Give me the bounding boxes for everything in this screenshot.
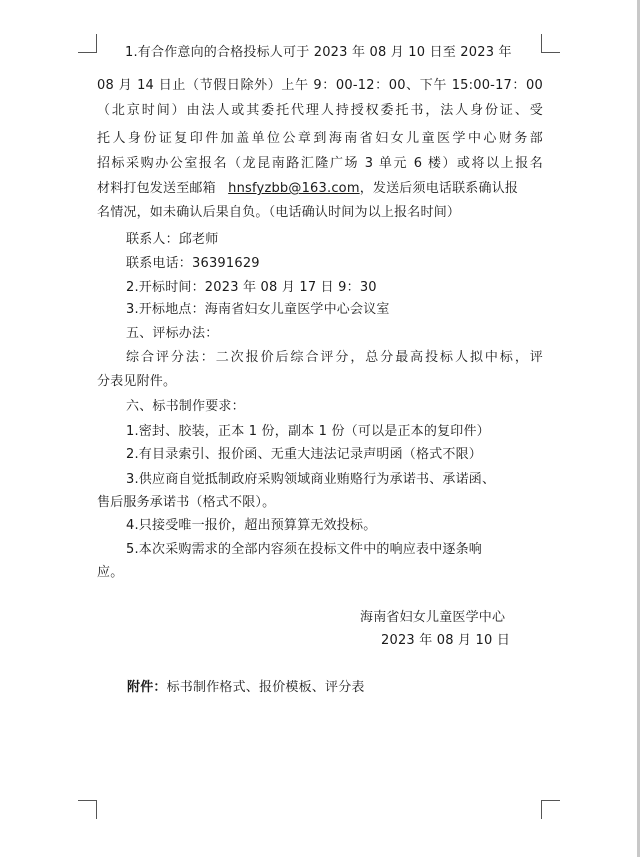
- requirement-item: 5.本次采购需求的全部内容须在投标文件中的响应表中逐条响: [126, 542, 483, 557]
- text-segment: ，发送后须电话联系确认报: [359, 181, 519, 196]
- signature-date: 2023 年 08 月 10 日: [381, 633, 511, 648]
- email-link[interactable]: hnsfyzbb@163.com: [228, 181, 360, 196]
- requirement-item: 1.密封、胶装，正本 1 份，副本 1 份（可以是正本的复印件）: [126, 424, 490, 439]
- section-heading-evaluation: 五、评标办法：: [126, 326, 219, 341]
- section-heading-requirements: 六、标书制作要求：: [126, 399, 245, 414]
- attachment-line: [127, 679, 365, 697]
- contact-person: 联系人：邱老师: [126, 232, 219, 247]
- text-segment: 材料打包发送至邮箱: [97, 181, 216, 196]
- contact-phone: 联系电话：36391629: [126, 256, 260, 271]
- text-line: 名情况，如未确认后果自负。（电话确认时间为以上报名时间）: [97, 205, 461, 220]
- attachment-list: 标书制作格式、报价模板、评分表: [166, 680, 365, 695]
- text-line: 08 月 14 日止（节假日除外）上午 9：00-12：00、下午 15:00-17：00: [97, 78, 543, 93]
- signature-organization: 海南省妇女儿童医学中心: [360, 610, 506, 625]
- requirement-item: 3.供应商自觉抵制政府采购领域商业贿赂行为承诺书、承诺函、: [126, 472, 496, 487]
- text-line: （北京时间）由法人或其委托代理人持授权委托书，法人身份证、受: [97, 103, 543, 118]
- text-line: 托人身份证复印件加盖单位公章到海南省妇女儿童医学中心财务部: [97, 131, 543, 146]
- text-line: 综合评分法：二次报价后综合评分，总分最高投标人拟中标，评: [126, 350, 543, 365]
- text-line: 应。: [97, 565, 124, 580]
- opening-location: 3.开标地点：海南省妇女儿童医学中心会议室: [126, 302, 390, 317]
- requirement-item: 4.只接受唯一报价，超出预算算无效投标。: [126, 518, 377, 533]
- text-line: [97, 180, 518, 198]
- margin-corner-top-left: [78, 34, 97, 53]
- text-line: 1.有合作意向的合格投标人可于 2023 年 08 月 10 日至 2023 年: [125, 45, 512, 60]
- margin-corner-bottom-left: [78, 800, 97, 819]
- requirement-item: 2.有目录索引、报价函、无重大违法记录声明函（格式不限）: [126, 447, 483, 462]
- text-line: 售后服务承诺书（格式不限）。: [97, 495, 276, 510]
- margin-corner-bottom-right: [541, 800, 560, 819]
- attachment-label: 附件：: [127, 680, 167, 695]
- margin-corner-top-right: [541, 34, 560, 53]
- opening-time: 2.开标时间：2023 年 08 月 17 日 9：30: [126, 280, 377, 295]
- text-line: 招标采购办公室报名（龙昆南路汇隆广场 3 单元 6 楼）或将以上报名: [97, 156, 543, 171]
- text-line: 分表见附件。: [97, 374, 177, 389]
